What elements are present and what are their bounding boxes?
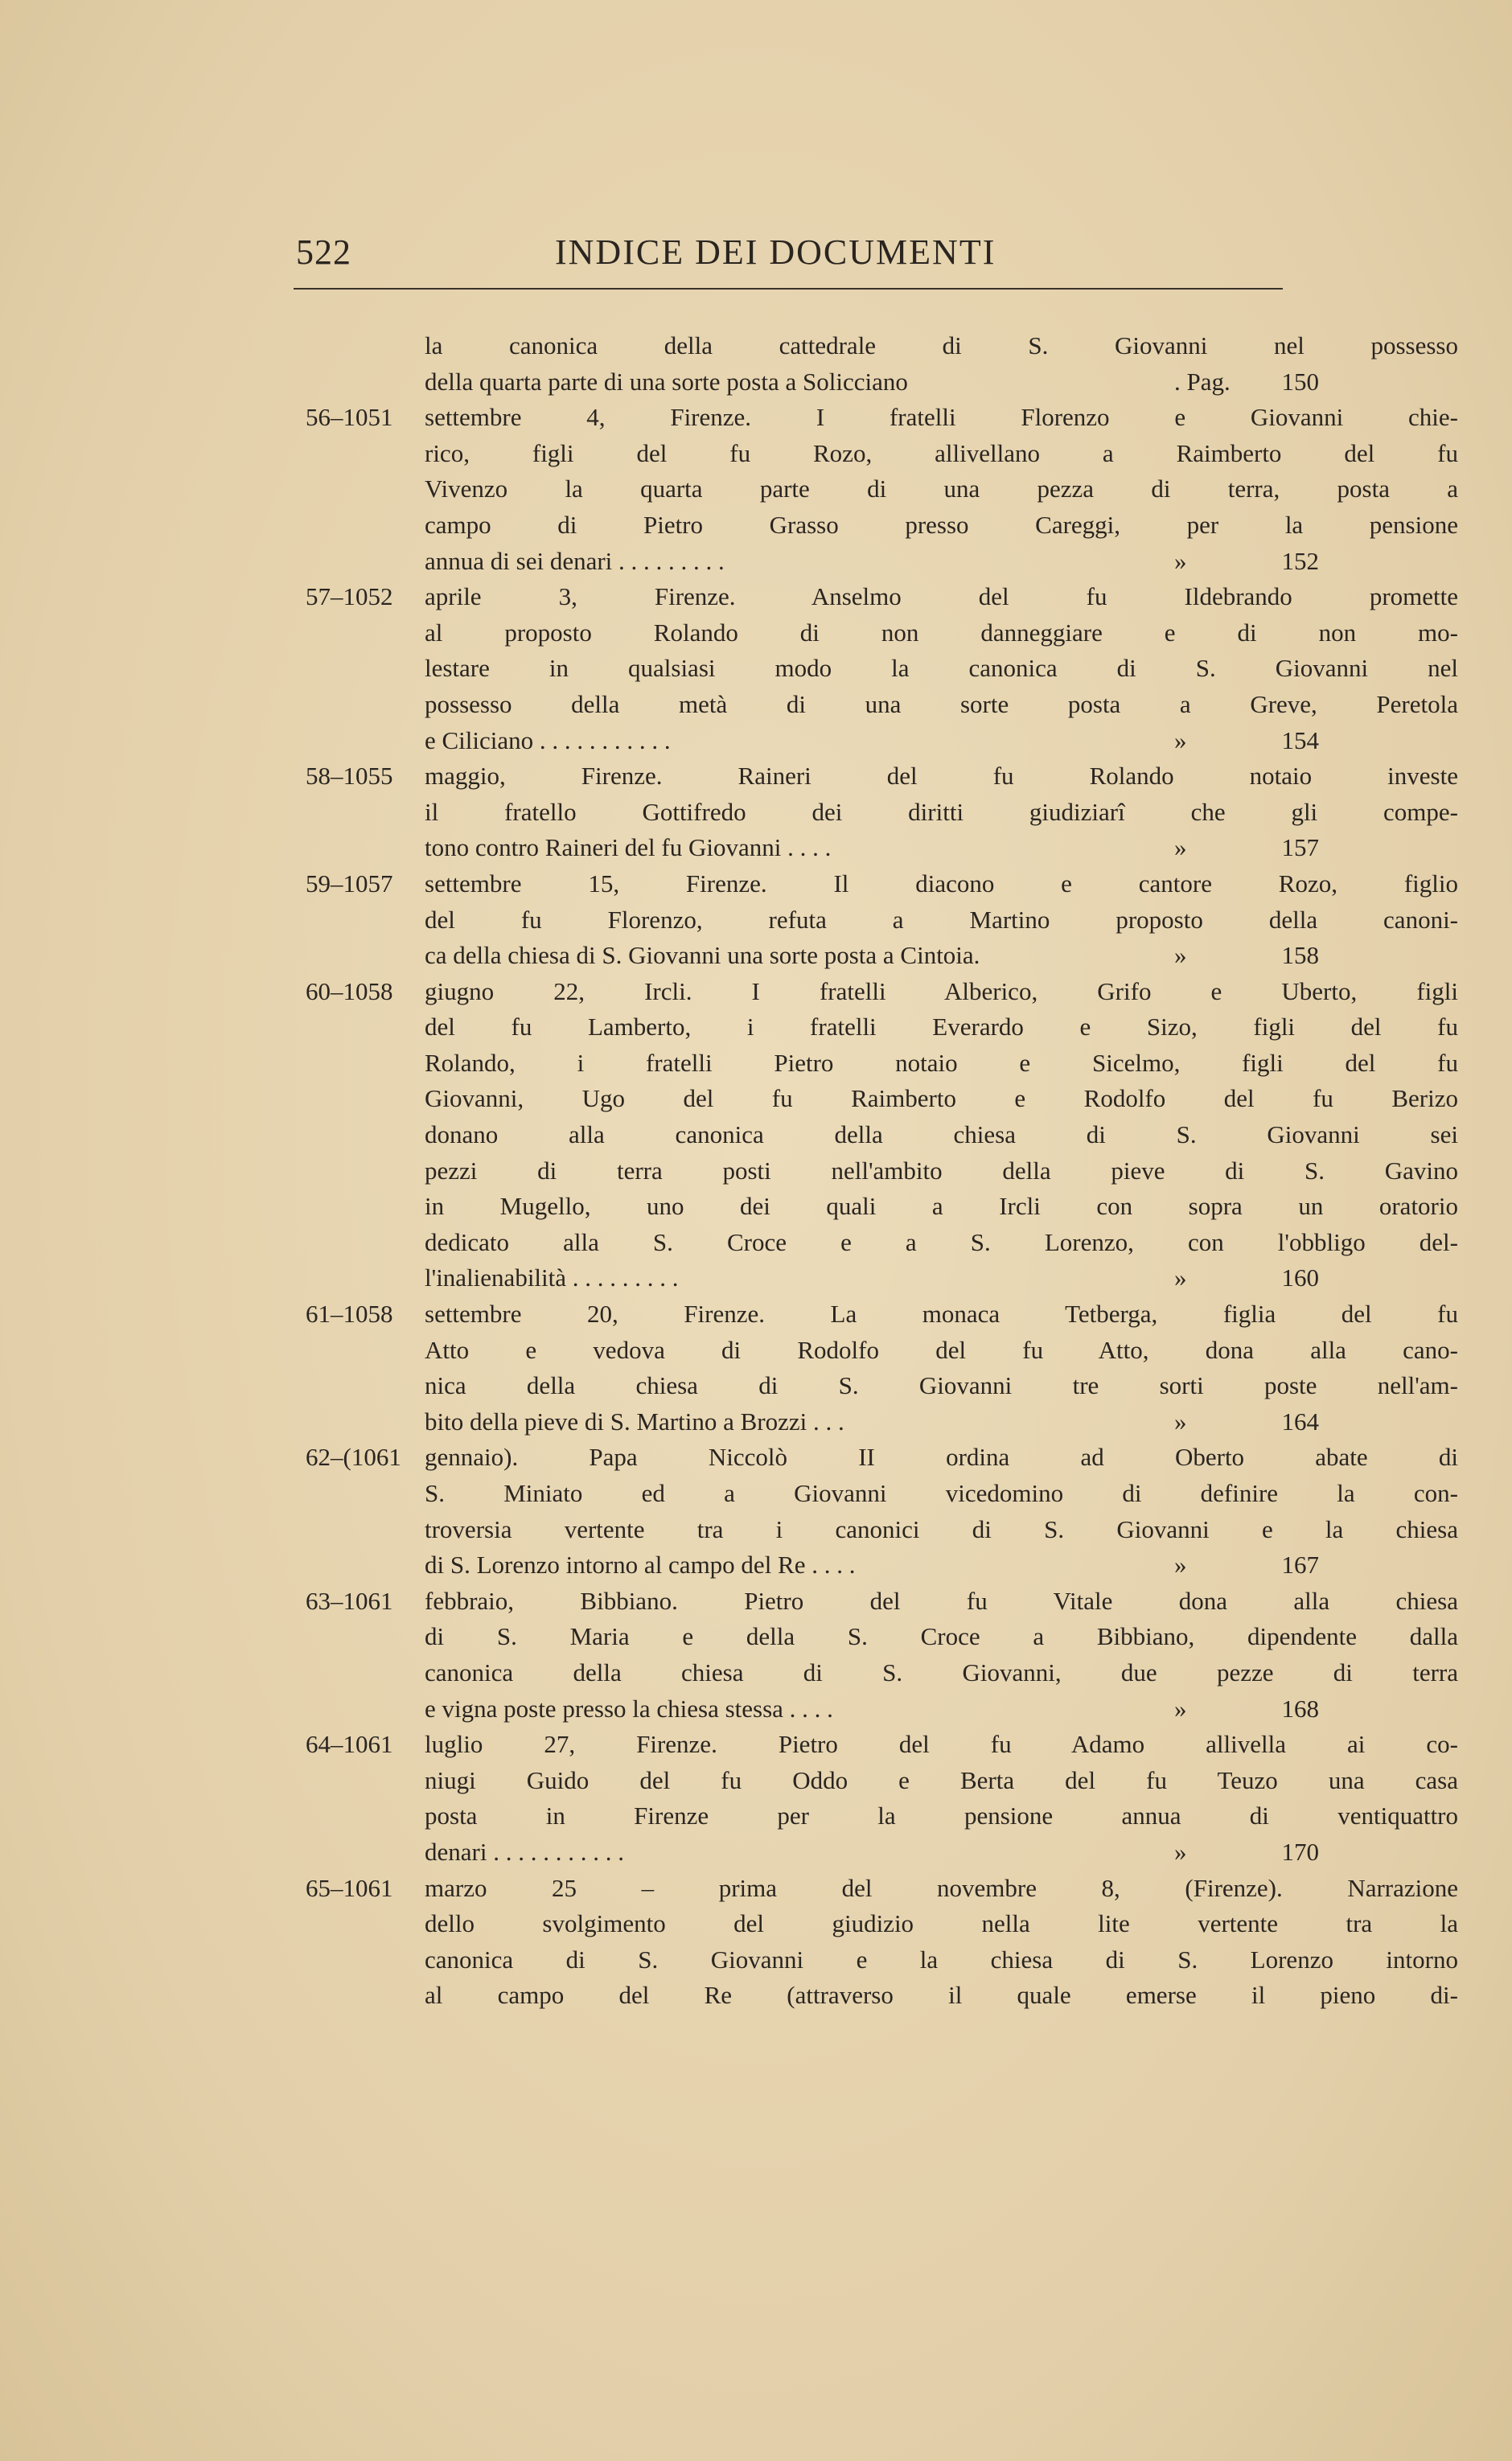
page-reference bbox=[1150, 544, 1319, 580]
entry-text: canonica di S. Giovanni e la chiesa di S. Lorenzo intorno bbox=[425, 1945, 1458, 1974]
entry-text: Giovanni, Ugo del fu Raimberto e Rodolfo del fu Berizo bbox=[425, 1084, 1458, 1113]
entry-text: giugno 22, Ircli. I fratelli Alberico, Grifo e Uberto, figli bbox=[425, 976, 1458, 1005]
document-number: 56–1051 bbox=[306, 403, 393, 432]
page-reference-number: 158 bbox=[1281, 941, 1319, 970]
page-reference-number: 167 bbox=[1281, 1551, 1319, 1580]
entry-text: S. Miniato ed a Giovanni vicedomino di definire la con- bbox=[425, 1479, 1458, 1507]
index-line bbox=[306, 1225, 1458, 1261]
index-line bbox=[306, 1727, 1458, 1763]
entry-text: denari . . . . . . . . . . . bbox=[425, 1837, 624, 1866]
header-rule bbox=[294, 288, 1283, 290]
entry-text: pezzi di terra posti nell'ambito della pieve di S. Gavino bbox=[425, 1156, 1458, 1185]
document-number: 57–1052 bbox=[306, 582, 393, 611]
index-line bbox=[306, 1978, 1458, 2014]
entry-text: tono contro Raineri del fu Giovanni . . . . bbox=[425, 833, 832, 862]
document-index-list bbox=[306, 328, 1458, 2014]
index-line bbox=[306, 902, 1458, 939]
page-reference-mark: » bbox=[1174, 1263, 1187, 1292]
index-line bbox=[306, 1404, 1319, 1440]
page-reference bbox=[1150, 1691, 1319, 1728]
entry-text: dedicato alla S. Croce e a S. Lorenzo, con l'obbligo del- bbox=[425, 1227, 1458, 1256]
entry-text: posta in Firenze per la pensione annua di ventiquattro bbox=[425, 1802, 1458, 1830]
document-number: 64–1061 bbox=[306, 1730, 393, 1759]
entry-text: Atto e vedova di Rodolfo del fu Atto, dona alla cano- bbox=[425, 1335, 1458, 1364]
running-title: INDICE DEI DOCUMENTI bbox=[555, 232, 996, 272]
entry-text: marzo 25 – prima del novembre 8, (Firenze). Narrazione bbox=[425, 1873, 1458, 1902]
index-line bbox=[306, 1619, 1458, 1655]
page-number: 522 bbox=[296, 232, 351, 272]
index-line bbox=[306, 866, 1458, 902]
document-number: 63–1061 bbox=[306, 1586, 393, 1615]
index-line bbox=[306, 1798, 1458, 1834]
entry-text: possesso della metà di una sorte posta a Greve, Peretola bbox=[425, 689, 1458, 718]
page-reference-mark: » bbox=[1174, 833, 1187, 862]
page-reference bbox=[1150, 1260, 1319, 1296]
page-reference-number: 154 bbox=[1281, 725, 1319, 754]
index-line bbox=[306, 615, 1458, 651]
entry-text: maggio, Firenze. Raineri del fu Rolando notaio investe bbox=[425, 762, 1458, 791]
entry-text: donano alla canonica della chiesa di S. Giovanni sei bbox=[425, 1120, 1458, 1149]
entry-text: campo di Pietro Grasso presso Careggi, per la pensione bbox=[425, 510, 1458, 539]
index-line bbox=[306, 651, 1458, 687]
entry-text: luglio 27, Firenze. Pietro del fu Adamo allivella ai co- bbox=[425, 1730, 1458, 1759]
page-reference-number: 168 bbox=[1281, 1694, 1319, 1723]
page-reference-number: 150 bbox=[1281, 367, 1319, 396]
index-line bbox=[306, 1691, 1319, 1728]
entry-text: e Ciliciano . . . . . . . . . . . bbox=[425, 725, 671, 754]
index-line bbox=[306, 1046, 1458, 1082]
index-line bbox=[306, 795, 1458, 831]
page-reference bbox=[1150, 830, 1319, 866]
index-line bbox=[306, 1189, 1458, 1225]
entry-text: troversia vertente tra i canonici di S. Giovanni e la chiesa bbox=[425, 1514, 1458, 1543]
index-line bbox=[306, 1333, 1458, 1369]
index-line bbox=[306, 1117, 1458, 1153]
entry-text: della quarta parte di una sorte posta a Solicciano bbox=[425, 367, 908, 396]
index-line bbox=[306, 1296, 1458, 1333]
page-reference-mark: » bbox=[1174, 1407, 1187, 1436]
entry-text: lestare in qualsiasi modo la canonica di S. Giovanni nel bbox=[425, 654, 1458, 683]
entry-text: canonica della chiesa di S. Giovanni, due pezze di terra bbox=[425, 1658, 1458, 1687]
document-number: 58–1055 bbox=[306, 762, 393, 791]
entry-text: febbraio, Bibbiano. Pietro del fu Vitale dona alla chiesa bbox=[425, 1586, 1458, 1615]
index-line bbox=[306, 1547, 1319, 1584]
entry-text: al proposto Rolando di non danneggiare e di non mo- bbox=[425, 618, 1458, 647]
index-line bbox=[306, 1081, 1458, 1117]
index-line bbox=[306, 1834, 1319, 1871]
entry-text: in Mugello, uno dei quali a Ircli con sopra un oratorio bbox=[425, 1192, 1458, 1221]
page-reference-mark: » bbox=[1174, 546, 1187, 575]
index-line bbox=[306, 1512, 1458, 1548]
entry-text: aprile 3, Firenze. Anselmo del fu Ildebrando promette bbox=[425, 582, 1458, 611]
entry-text: settembre 20, Firenze. La monaca Tetberga, figlia del fu bbox=[425, 1300, 1458, 1329]
entry-text: niugi Guido del fu Oddo e Berta del fu Teuzo una casa bbox=[425, 1765, 1458, 1794]
entry-text: nica della chiesa di S. Giovanni tre sorti poste nell'am- bbox=[425, 1371, 1458, 1400]
index-line bbox=[306, 1763, 1458, 1799]
entry-text: Rolando, i fratelli Pietro notaio e Sicelmo, figli del fu bbox=[425, 1048, 1458, 1077]
entry-text: ca della chiesa di S. Giovanni una sorte posta a Cintoia. bbox=[425, 941, 980, 970]
page-reference-mark: » bbox=[1174, 1694, 1187, 1723]
index-line bbox=[306, 579, 1458, 615]
index-line bbox=[306, 1906, 1458, 1942]
index-line bbox=[306, 1260, 1319, 1296]
entry-text: settembre 15, Firenze. Il diacono e cantore Rozo, figlio bbox=[425, 869, 1458, 898]
index-line bbox=[306, 471, 1458, 507]
entry-text: dello svolgimento del giudizio nella lite vertente tra la bbox=[425, 1909, 1458, 1938]
index-line bbox=[306, 1153, 1458, 1189]
index-line bbox=[306, 544, 1319, 580]
index-line bbox=[306, 687, 1458, 723]
index-line bbox=[306, 400, 1458, 436]
page-reference bbox=[1150, 723, 1319, 759]
entry-text: l'inalienabilità . . . . . . . . . bbox=[425, 1263, 679, 1292]
page-reference-number: 170 bbox=[1281, 1837, 1319, 1866]
page-reference-mark: . Pag. bbox=[1174, 367, 1231, 396]
page-reference bbox=[1150, 1834, 1319, 1871]
entry-text: il fratello Gottifredo dei diritti giudiziarî che gli compe- bbox=[425, 797, 1458, 826]
page-reference-number: 160 bbox=[1281, 1263, 1319, 1292]
page-reference-mark: » bbox=[1174, 941, 1187, 970]
index-line bbox=[306, 1584, 1458, 1620]
entry-text: al campo del Re (attraverso il quale emerse il pieno di- bbox=[425, 1981, 1458, 2010]
page-reference bbox=[1150, 938, 1319, 974]
entry-text: bito della pieve di S. Martino a Brozzi . . . bbox=[425, 1407, 844, 1436]
entry-text: Vivenzo la quarta parte di una pezza di terra, posta a bbox=[425, 475, 1458, 503]
page-reference bbox=[1150, 1547, 1319, 1584]
index-line bbox=[306, 974, 1458, 1010]
page-reference-number: 152 bbox=[1281, 546, 1319, 575]
entry-text: del fu Florenzo, refuta a Martino proposto della canoni- bbox=[425, 905, 1458, 934]
entry-text: di S. Lorenzo intorno al campo del Re . . . . bbox=[425, 1551, 856, 1580]
index-line bbox=[306, 364, 1319, 401]
entry-text: gennaio). Papa Niccolò II ordina ad Oberto abate di bbox=[425, 1443, 1458, 1472]
index-line bbox=[306, 1871, 1458, 1907]
index-line bbox=[306, 723, 1319, 759]
index-line bbox=[306, 436, 1458, 472]
entry-text: la canonica della cattedrale di S. Giovanni nel possesso bbox=[425, 331, 1458, 359]
page-reference-mark: » bbox=[1174, 1837, 1187, 1866]
entry-text: e vigna poste presso la chiesa stessa . . . . bbox=[425, 1694, 833, 1723]
index-line bbox=[306, 328, 1458, 364]
page-reference bbox=[1150, 1404, 1319, 1440]
document-number: 60–1058 bbox=[306, 976, 393, 1005]
index-line bbox=[306, 1476, 1458, 1512]
index-line bbox=[306, 938, 1319, 974]
document-number: 65–1061 bbox=[306, 1873, 393, 1902]
document-number: 59–1057 bbox=[306, 869, 393, 898]
entry-text: di S. Maria e della S. Croce a Bibbiano, dipendente dalla bbox=[425, 1622, 1458, 1651]
index-line bbox=[306, 507, 1458, 544]
entry-text: del fu Lamberto, i fratelli Everardo e Sizo, figli del fu bbox=[425, 1013, 1458, 1042]
page-reference-mark: » bbox=[1174, 725, 1187, 754]
index-line bbox=[306, 1368, 1458, 1404]
page-reference-number: 157 bbox=[1281, 833, 1319, 862]
index-line bbox=[306, 1440, 1458, 1476]
entry-text: annua di sei denari . . . . . . . . . bbox=[425, 546, 725, 575]
document-number: 62–(1061 bbox=[306, 1443, 401, 1472]
running-head bbox=[296, 225, 1285, 281]
index-line bbox=[306, 830, 1319, 866]
page-reference-mark: » bbox=[1174, 1551, 1187, 1580]
index-line bbox=[306, 1942, 1458, 1978]
index-line bbox=[306, 758, 1458, 795]
page-reference-number: 164 bbox=[1281, 1407, 1319, 1436]
index-line bbox=[306, 1655, 1458, 1691]
entry-text: settembre 4, Firenze. I fratelli Florenzo e Giovanni chie- bbox=[425, 403, 1458, 432]
index-line bbox=[306, 1009, 1458, 1046]
page-reference bbox=[1150, 364, 1319, 401]
document-number: 61–1058 bbox=[306, 1300, 393, 1329]
entry-text: rico, figli del fu Rozo, allivellano a Raimberto del fu bbox=[425, 438, 1458, 467]
